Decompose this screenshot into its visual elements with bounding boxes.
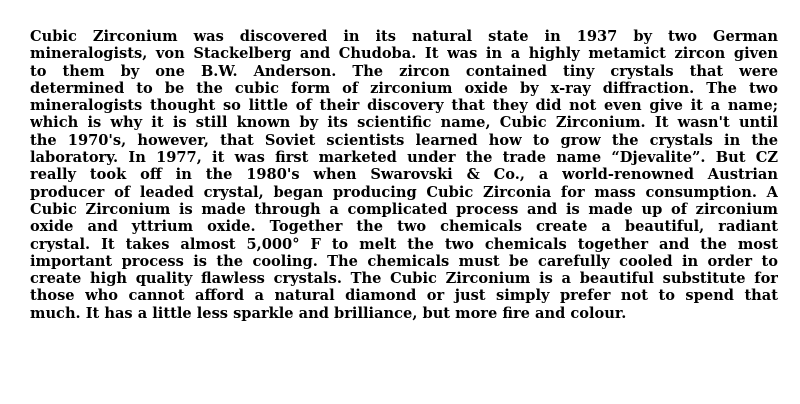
text-line: create high quality flawless crystals. The Cubic Zirconium is a beautiful substitute for (30, 270, 778, 288)
text-line: determined to be the cubic form of zirconium oxide by x-ray diffraction. The two (30, 79, 778, 97)
text-line: oxide and yttrium oxide. Together the two chemicals create a beautiful, radiant (30, 218, 778, 236)
text-line: Cubic Zirconium is made through a complicated process and is made up of zirconium (30, 200, 778, 218)
text-line: the 1970's, however, that Soviet scientists learned how to grow the crystals in the (30, 131, 778, 149)
text-line: much. It has a little less sparkle and brilliance, but more fire and colour. (30, 304, 627, 322)
text-line: important process is the cooling. The chemicals must be carefully cooled in order to (30, 252, 778, 270)
text-line: Cubic Zirconium was discovered in its natural state in 1937 by two German (30, 28, 778, 45)
document-paragraph (30, 28, 778, 322)
text-line: to them by one B.W. Anderson. The zircon contained tiny crystals that were (30, 62, 778, 80)
text-line: crystal. It takes almost 5,000° F to melt the two chemicals together and the most (30, 235, 778, 253)
text-line: mineralogists, von Stackelberg and Chudoba. It was in a highly metamict zircon given (30, 45, 778, 63)
text-line: which is why it is still known by its scientific name, Cubic Zirconium. It wasn't until (30, 114, 778, 132)
text-line: mineralogists thought so little of their discovery that they did not even give it a name; (30, 97, 778, 115)
text-line: laboratory. In 1977, it was first marketed under the trade name “Djevalite”. But CZ (30, 149, 778, 167)
text-line: producer of leaded crystal, began producing Cubic Zirconia for mass consumption. A (30, 183, 778, 201)
text-line: really took off in the 1980's when Swarovski & Co., a world-renowned Austrian (30, 166, 778, 184)
text-line: those who cannot afford a natural diamond or just simply prefer not to spend that (30, 287, 778, 305)
